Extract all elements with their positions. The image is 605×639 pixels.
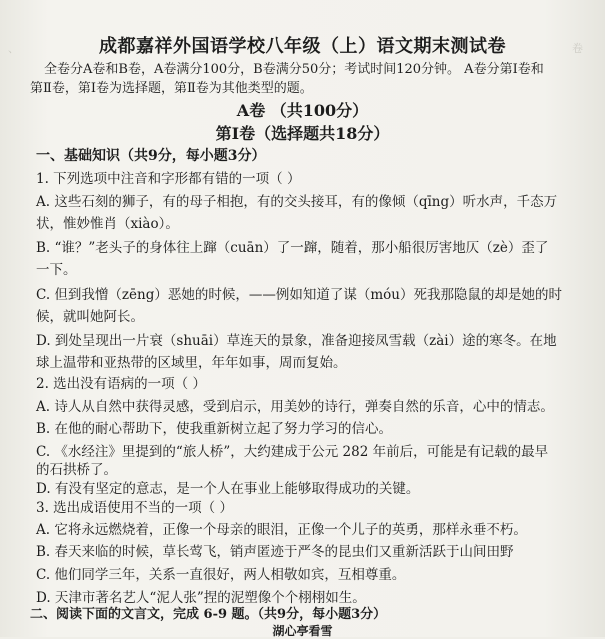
exam-intro-line-1: 全卷分A卷和B卷，A卷满分100分，B卷满分50分；考试时间120分钟。 A卷分第Ⅰ卷和 [44, 62, 544, 77]
question-2-option-b: B. 在他的耐心帮助下，使我重新树立起了努力学习的信心。 [36, 421, 393, 437]
question-3-option-a: A. 它将永远燃烧着，正像一个母亲的眼泪，正像一个儿子的英勇，那样永垂不朽。 [36, 522, 527, 538]
question-2-option-c: C. 《水经注》里提到的“旅人桥”，大约建成于公元 282 年前后，可能是有记载的最早 [36, 444, 549, 460]
question-1-option-b: B. “谁？”老头子的身体往上蹿（cuān）了一蹿，随着，那小船很厉害地仄（zè）歪了 [36, 240, 549, 256]
question-1-option-a-cont: 状，惟妙惟肖（xiào）。 [36, 216, 179, 232]
question-3-option-b: B. 春天来临的时候，草长莺飞，销声匿迹于严冬的昆虫们又重新活跃于山间田野 [36, 544, 514, 560]
section-1-title: 一、基础知识（共9分，每小题3分） [36, 148, 266, 164]
question-3-option-d: D. 天津市著名艺人“泥人张”捏的泥塑像个个栩栩如生。 [36, 590, 366, 606]
passage-title: 湖心亭看雪 [272, 624, 333, 638]
question-3-option-c: C. 他们同学三年，关系一直很好，两人相敬如宾，互相尊重。 [36, 567, 406, 583]
bleed-through-mark: 、 [8, 42, 19, 55]
question-1-option-c: C. 但到我憎（zēng）恶她的时候，——例如知道了谋（móu）死我那隐鼠的却是她的时 [36, 287, 562, 303]
question-1-option-d-cont: 球上温带和亚热带的区域里，年年如事，周而复始。 [36, 355, 347, 371]
question-2-option-c-cont: 的石拱桥了。 [36, 462, 117, 478]
question-2-option-d: D. 有没有坚定的意志，是一个人在事业上能够取得成功的关键。 [36, 481, 420, 497]
question-1-option-c-cont: 候，就叫她阿长。 [36, 309, 144, 325]
question-1-option-b-cont: 一下。 [36, 262, 77, 278]
question-3-stem: 3. 选出成语使用不当的一项（ ） [36, 500, 233, 516]
bleed-through-mark: 卷 [572, 42, 583, 55]
question-2-option-a: A. 诗人从自然中获得灵感，受到启示，用美妙的诗行，弹奏自然的乐音，心中的情志。 [36, 399, 554, 415]
exam-intro-line-2: 第Ⅱ卷，第Ⅰ卷为选择题，第Ⅱ卷为其他类型的题。 [30, 81, 313, 96]
question-2-stem: 2. 选出没有语病的一项（ ） [36, 376, 206, 392]
section-2-title: 二、阅读下面的文言文，完成 6-9 题。（共9分，每小题3分） [30, 607, 387, 622]
part-1-heading: 第Ⅰ卷（选择题共18分） [215, 124, 390, 143]
part-a-heading: A卷 （共100分） [236, 101, 369, 120]
question-1-option-a: A. 这些石刻的狮子，有的母子相抱，有的交头接耳，有的像倾（qīng）听水声，千态万 [36, 194, 558, 210]
question-1-stem: 1. 下列选项中注音和字形都有错的一项（ ） [36, 171, 301, 187]
question-1-option-d: D. 到处呈现出一片衰（shuāi）草连天的景象，准备迎接凤雪载（zài）途的寒冬。在地 [36, 333, 557, 349]
exam-title: 成都嘉祥外国语学校八年级（上）语文期末测试卷 [99, 36, 506, 57]
